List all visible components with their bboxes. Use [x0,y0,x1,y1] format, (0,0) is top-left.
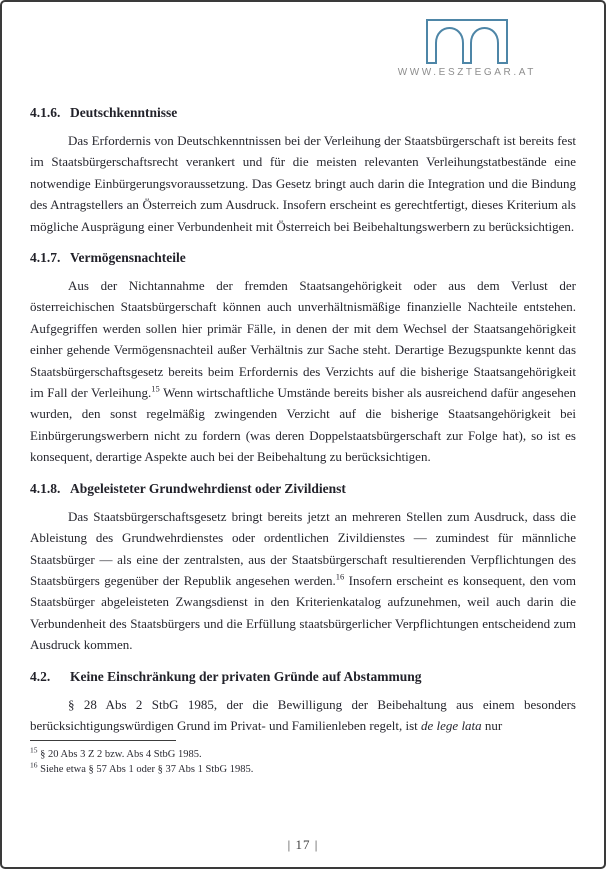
text-run: nur [481,717,503,733]
footnote-reference: 15 [151,383,160,394]
text-run: § 28 Abs 2 StbG 1985, der die Bewilligung der Beibehaltung aus einem besonders berücksichtigungswürdigen Grund im Privat- und Familienleben regelt, ist [30,696,576,733]
footnote-text: § 20 Abs 3 Z 2 bzw. Abs 4 StbG 1985. [37,749,202,760]
page-number: | 17 | [287,837,319,852]
section-heading [30,249,576,266]
footnote-reference: 16 [335,571,345,582]
section-heading [30,480,576,497]
text-run: Das Erfordernis von Deutschkenntnissen bei der Verleihung der Staatsbürgerschaft ist bereits fest im Staatsbürgerschaftsrecht verankert und für die meisten relevanten Verleihungstatbestände eine notwendige Einbürgerungsvoraussetzung. Das Gesetz bringt auch darin die Integration und die Bindung des Antragstellers an Österreich zum Ausdruck. Insofern erscheint es gerechtfertigt, dieses Kriterium als mögliche Ausprägung einer Verbundenheit mit Österreich bei Beibehaltungswerbern zu berücksichtigen. [30,133,576,234]
section-number: 4.1.8. [30,480,61,496]
double-arch-logo-icon [425,18,509,64]
section-number: 4.1.7. [30,250,61,266]
header [30,14,576,80]
footnote [30,760,576,778]
paragraph [30,275,576,468]
text-run: Wenn wirtschaftliche Umstände bereits bisher als ausreichend dafür angesehen wurden, den sonst regelmäßig zwingenden Verzicht auf die bisherige Staatsangehörigkeit bei Einbürgerungswerbern nicht zu fordern (was deren Doppelstaatsbürgerschaft zur Folge hat), so ist es konsequent, derartige Aspekte auch bei der Beibehaltung zu berücksichtigen. [30,385,576,465]
text-run: Das Staatsbürgerschaftsgesetz bringt bereits jetzt an mehreren Stellen zum Ausdruck, dass die Ableistung des Grundwehrdienstes oder ordentlichen Zivildienstes — zumindest für männliche Staatsbürger — als eine der zentralsten, aus der Staatsbürgerschaft resultierenden Verpflichtungen des Staatsbürgers gegenüber der Republik angesehen werden. [30,508,576,588]
text-run: Aus der Nichtannahme der fremden Staatsangehörigkeit oder aus dem Verlust der österreichischen Staatsbürgerschaft können auch unverhältnismäßige finanzielle Nachteile entstehen. Aufgegriffen werden sollen hier primär Fälle, in denen der mit dem Wechsel der Staatsangehörigkeit einher gehende Vermögensnachteil außer Verhältnis zur Sache steht. Derartige Bezugspunkte kennt das Staatsbürgerschaftsgesetz bereits beim Erfordernis des Verzichts auf die bisherige Staatsangehörigkeit im Fall der Verleihung. [30,278,576,401]
paragraph [30,506,576,656]
document-section [30,668,576,737]
document-section [30,104,576,237]
document-section [30,480,576,656]
footnotes-list [30,745,576,777]
section-title: Keine Einschränkung der privaten Gründe auf Abstammung [70,668,422,684]
paragraph [30,130,576,237]
footnote [30,745,576,763]
latin-phrase: de lege lata [421,717,482,733]
section-heading [30,104,576,121]
section-title: Vermögensnachteile [70,250,186,266]
footnote-block [30,740,576,777]
page-content [2,14,604,736]
footnote-separator-rule [30,740,176,741]
esztegar-logo [398,14,536,78]
paragraph [30,694,576,737]
website-url-text: WWW.ESZTEGAR.AT [397,67,536,78]
section-title: Abgeleisteter Grundwehrdienst oder Zivildienst [70,480,346,496]
footnote-marker: 15 [30,745,38,755]
footnote-text: Siehe etwa § 57 Abs 1 oder § 37 Abs 1 StbG 1985. [37,763,254,775]
section-heading [30,668,576,685]
section-title: Deutschkenntnisse [70,105,178,120]
section-number: 4.1.6. [30,105,61,120]
document-section [30,249,576,468]
section-number: 4.2. [30,668,51,684]
sections-container [30,104,576,736]
text-run: Insofern erscheint es konsequent, den vom Staatsbürger abgeleisteten Zwangsdienst in den Kriterienkatalog aufzunehmen, weil auch darin die Verbundenheit des Staatsbürgers und die Erfüllung staatsbürgerlicher Verpflichtungen entscheidend zum Ausdruck kommen. [30,572,576,653]
footnote-marker: 16 [30,760,38,769]
